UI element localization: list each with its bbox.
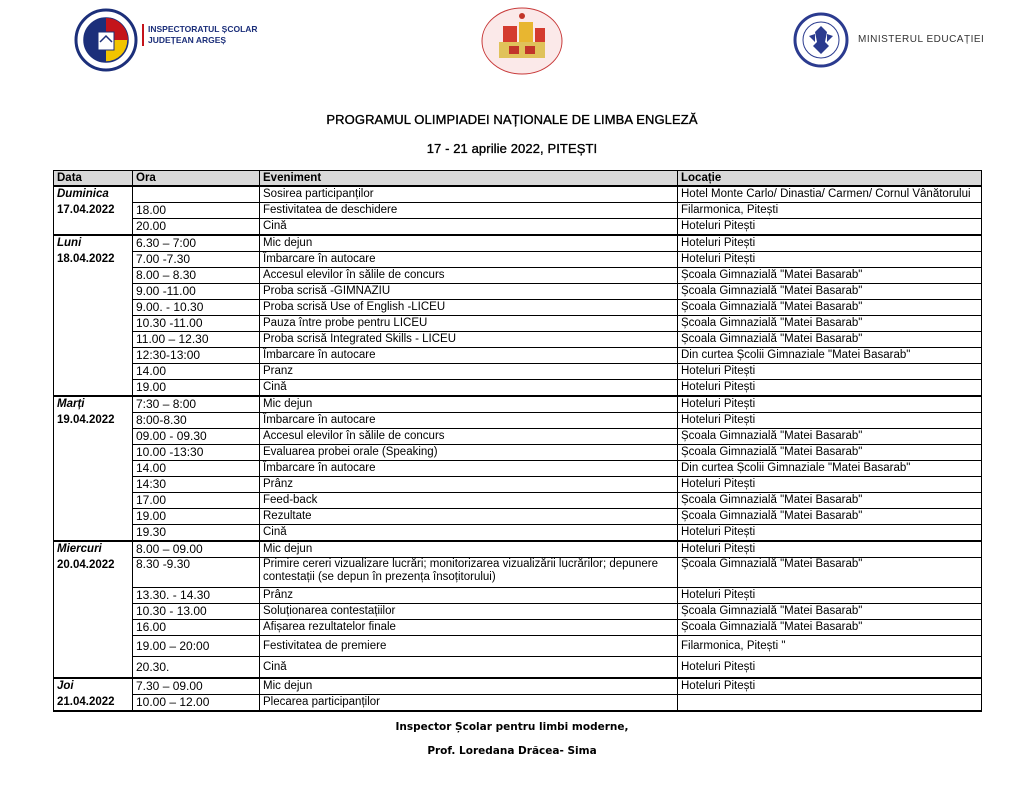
event-cell: Cină: [260, 525, 678, 542]
time-cell: 7.00 -7.30: [133, 252, 260, 268]
time-cell: 09.00 - 09.30: [133, 429, 260, 445]
table-header-row: [54, 171, 982, 187]
time-cell: 10.30 -11.00: [133, 316, 260, 332]
location-cell: Hoteluri Pitești: [678, 380, 982, 397]
table-row: [54, 445, 982, 461]
event-cell: Afișarea rezultatelor finale: [260, 620, 678, 636]
time-cell: 9.00 -11.00: [133, 284, 260, 300]
location-cell: Școala Gimnazială "Matei Basarab": [678, 332, 982, 348]
table-row: [54, 268, 982, 284]
letterhead: [0, 0, 1024, 90]
table-row: [54, 541, 982, 558]
event-cell: Îmbarcare în autocare: [260, 348, 678, 364]
header-ora: Ora: [133, 171, 260, 187]
day-cell: [54, 235, 133, 396]
event-cell: Mic dejun: [260, 678, 678, 695]
time-cell: 14:30: [133, 477, 260, 493]
time-cell: 11.00 – 12.30: [133, 332, 260, 348]
time-cell: 19.00: [133, 509, 260, 525]
ministry-title: MINISTERUL EDUCAȚIEI: [858, 34, 985, 45]
event-cell: Îmbarcare în autocare: [260, 252, 678, 268]
header-locatie: Locație: [678, 171, 982, 187]
location-cell: Școala Gimnazială "Matei Basarab": [678, 604, 982, 620]
day-name: Miercuri: [57, 543, 102, 555]
location-cell: Din curtea Școlii Gimnaziale "Matei Basarab": [678, 348, 982, 364]
time-cell: 10.00 – 12.00: [133, 695, 260, 712]
page-title: PROGRAMUL OLIMPIADEI NAȚIONALE DE LIMBA ENGLEZĂ: [326, 112, 698, 127]
event-cell: Proba scrisă Integrated Skills - LICEU: [260, 332, 678, 348]
event-cell: Primire cereri vizualizare lucrări; monitorizarea vizualizării lucrărilor; depunere contestații (se depun în prezența însoțitorului): [260, 558, 678, 588]
table-row: [54, 186, 982, 203]
table-row: [54, 588, 982, 604]
event-cell: Evaluarea probei orale (Speaking): [260, 445, 678, 461]
event-cell: Sosirea participanților: [260, 186, 678, 203]
event-cell: Prânz: [260, 477, 678, 493]
location-cell: Hotel Monte Carlo/ Dinastia/ Carmen/ Cornul Vânătorului: [678, 186, 982, 203]
event-cell: Proba scrisă -GIMNAZIU: [260, 284, 678, 300]
time-cell: 14.00: [133, 364, 260, 380]
event-cell: Prânz: [260, 588, 678, 604]
signatory-role: Inspector Școlar pentru limbi moderne,: [395, 721, 629, 733]
time-cell: 8.00 – 09.00: [133, 541, 260, 558]
table-row: [54, 657, 982, 679]
table-row: [54, 203, 982, 219]
location-cell: Hoteluri Pitești: [678, 219, 982, 236]
table-row: [54, 332, 982, 348]
table-row: [54, 284, 982, 300]
event-cell: Proba scrisă Use of English -LICEU: [260, 300, 678, 316]
table-row: [54, 219, 982, 236]
time-cell: 7:30 – 8:00: [133, 396, 260, 413]
event-cell: Soluționarea contestațiilor: [260, 604, 678, 620]
event-cell: Îmbarcare în autocare: [260, 413, 678, 429]
location-cell: Hoteluri Pitești: [678, 541, 982, 558]
schedule-body: [54, 186, 982, 711]
event-cell: Accesul elevilor în sălile de concurs: [260, 429, 678, 445]
location-cell: Școala Gimnazială "Matei Basarab": [678, 620, 982, 636]
location-cell: Hoteluri Pitești: [678, 477, 982, 493]
event-cell: Pauza între probe pentru LICEU: [260, 316, 678, 332]
event-cell: Festivitatea de premiere: [260, 636, 678, 657]
location-cell: Din curtea Școlii Gimnaziale "Matei Basarab": [678, 461, 982, 477]
table-row: [54, 493, 982, 509]
time-cell: 19.00 – 20:00: [133, 636, 260, 657]
event-cell: Mic dejun: [260, 541, 678, 558]
day-cell: [54, 186, 133, 235]
day-date: 21.04.2022: [57, 696, 115, 708]
location-cell: Hoteluri Pitești: [678, 678, 982, 695]
location-cell: Hoteluri Pitești: [678, 413, 982, 429]
location-cell: Școala Gimnazială "Matei Basarab": [678, 268, 982, 284]
table-row: [54, 429, 982, 445]
time-cell: 8.00 – 8.30: [133, 268, 260, 284]
table-row: [54, 252, 982, 268]
location-cell: Filarmonica, Pitești ": [678, 636, 982, 657]
location-cell: Filarmonica, Pitești: [678, 203, 982, 219]
table-row: [54, 636, 982, 657]
time-cell: 7.30 – 09.00: [133, 678, 260, 695]
day-name: Marți: [57, 398, 85, 410]
event-cell: Mic dejun: [260, 235, 678, 252]
day-date: 20.04.2022: [57, 559, 115, 571]
location-cell: Hoteluri Pitești: [678, 525, 982, 542]
time-cell: 20.30.: [133, 657, 260, 679]
time-cell: 6.30 – 7:00: [133, 235, 260, 252]
schedule-table: [53, 170, 982, 712]
day-date: 18.04.2022: [57, 253, 115, 265]
table-row: [54, 620, 982, 636]
table-row: [54, 316, 982, 332]
time-cell: 19.30: [133, 525, 260, 542]
location-cell: Școala Gimnazială "Matei Basarab": [678, 558, 982, 588]
time-cell: 14.00: [133, 461, 260, 477]
day-cell: [54, 541, 133, 678]
time-cell: 20.00: [133, 219, 260, 236]
table-row: [54, 380, 982, 397]
time-cell: 9.00. - 10.30: [133, 300, 260, 316]
event-cell: Cină: [260, 380, 678, 397]
location-cell: Școala Gimnazială "Matei Basarab": [678, 300, 982, 316]
event-cell: Mic dejun: [260, 396, 678, 413]
day-cell: [54, 678, 133, 711]
location-cell: Hoteluri Pitești: [678, 396, 982, 413]
time-cell: 17.00: [133, 493, 260, 509]
location-cell: Școala Gimnazială "Matei Basarab": [678, 445, 982, 461]
event-cell: Rezultate: [260, 509, 678, 525]
time-cell: 12:30-13:00: [133, 348, 260, 364]
table-row: [54, 364, 982, 380]
time-cell: 10.30 - 13.00: [133, 604, 260, 620]
location-cell: Hoteluri Pitești: [678, 657, 982, 679]
time-cell: [133, 186, 260, 203]
day-date: 17.04.2022: [57, 204, 115, 216]
table-row: [54, 558, 982, 588]
time-cell: 19.00: [133, 380, 260, 397]
header-data: Data: [54, 171, 133, 187]
location-cell: Hoteluri Pitești: [678, 252, 982, 268]
isj-line-1: INSPECTORATUL ȘCOLAR: [148, 24, 258, 34]
location-cell: Școala Gimnazială "Matei Basarab": [678, 284, 982, 300]
location-cell: Hoteluri Pitești: [678, 235, 982, 252]
isj-line-2: JUDEȚEAN ARGEȘ: [148, 35, 227, 45]
location-cell: Școala Gimnazială "Matei Basarab": [678, 316, 982, 332]
location-cell: Școala Gimnazială "Matei Basarab": [678, 429, 982, 445]
header-eveniment: Eveniment: [260, 171, 678, 187]
table-row: [54, 477, 982, 493]
table-row: [54, 695, 982, 712]
time-cell: 8:00-8.30: [133, 413, 260, 429]
event-cell: Cină: [260, 657, 678, 679]
event-cell: Pranz: [260, 364, 678, 380]
signatory-name: Prof. Loredana Drăcea- Sima: [427, 745, 597, 757]
location-cell: [678, 695, 982, 712]
table-row: [54, 235, 982, 252]
table-row: [54, 604, 982, 620]
day-date: 19.04.2022: [57, 414, 115, 426]
location-cell: Hoteluri Pitești: [678, 588, 982, 604]
time-cell: 16.00: [133, 620, 260, 636]
location-cell: Hoteluri Pitești: [678, 364, 982, 380]
table-row: [54, 461, 982, 477]
day-name: Luni: [57, 237, 82, 249]
table-row: [54, 300, 982, 316]
olympiad-logo: [479, 6, 565, 76]
page-subtitle: 17 - 21 aprilie 2022, PITEȘTI: [426, 141, 598, 156]
table-row: [54, 413, 982, 429]
time-cell: 8.30 -9.30: [133, 558, 260, 588]
isj-arges-seal-logo: [74, 8, 138, 72]
event-cell: Cină: [260, 219, 678, 236]
location-cell: Școala Gimnazială "Matei Basarab": [678, 509, 982, 525]
event-cell: Accesul elevilor în sălile de concurs: [260, 268, 678, 284]
event-cell: Îmbarcare în autocare: [260, 461, 678, 477]
time-cell: 13.30. - 14.30: [133, 588, 260, 604]
table-row: [54, 348, 982, 364]
day-name: Duminica: [57, 188, 109, 200]
day-cell: [54, 396, 133, 541]
isj-arges-title: [142, 24, 258, 46]
time-cell: 10.00 -13:30: [133, 445, 260, 461]
day-name: Joi: [57, 680, 74, 692]
table-row: [54, 678, 982, 695]
event-cell: Festivitatea de deschidere: [260, 203, 678, 219]
table-row: [54, 509, 982, 525]
event-cell: Feed-back: [260, 493, 678, 509]
location-cell: Școala Gimnazială "Matei Basarab": [678, 493, 982, 509]
time-cell: 18.00: [133, 203, 260, 219]
table-row: [54, 525, 982, 542]
government-romania-logo: [793, 12, 849, 68]
table-row: [54, 396, 982, 413]
event-cell: Plecarea participanților: [260, 695, 678, 712]
